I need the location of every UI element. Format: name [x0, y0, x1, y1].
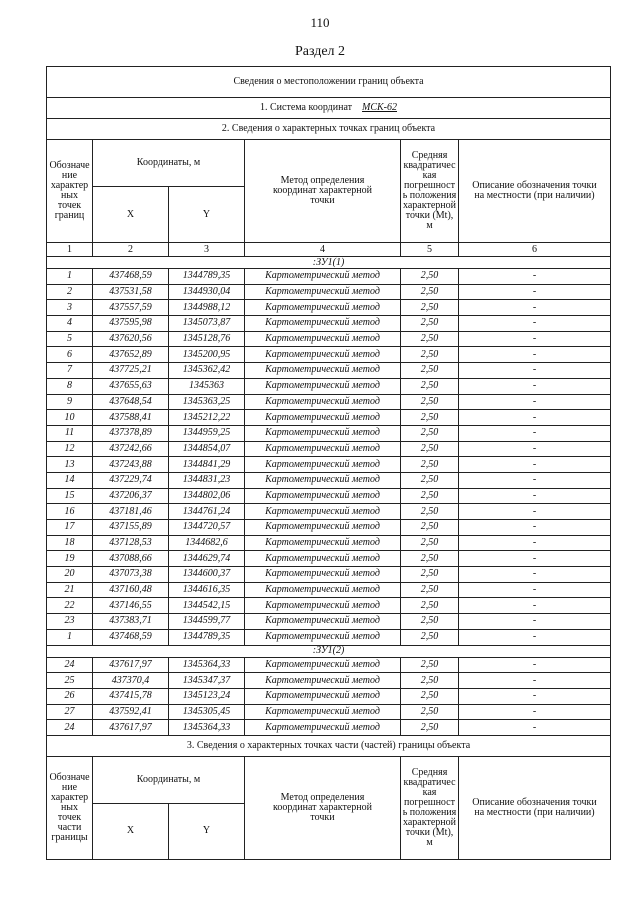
section2-title: 2. Сведения о характерных точках границ объекта: [47, 119, 611, 140]
section3-title-row: [47, 735, 611, 756]
method: Картометрический метод: [245, 614, 401, 630]
method: Картометрический метод: [245, 629, 401, 645]
point-number: 24: [47, 657, 93, 673]
point-number: 22: [47, 598, 93, 614]
coord-x: 437592,41: [93, 704, 169, 720]
coord-y: 1344831,23: [169, 472, 245, 488]
coord-x: 437155,89: [93, 520, 169, 536]
coord-x: 437531,58: [93, 284, 169, 300]
table-row: [47, 598, 611, 614]
description: -: [459, 316, 611, 332]
coord-y: 1345212,22: [169, 410, 245, 426]
point-number: 3: [47, 300, 93, 316]
coord-y: 1344629,74: [169, 551, 245, 567]
coord-y: 1344854,07: [169, 441, 245, 457]
method: Картометрический метод: [245, 425, 401, 441]
description: -: [459, 331, 611, 347]
col-number: 5: [401, 243, 459, 257]
error-value: 2,50: [401, 331, 459, 347]
method-header: Метод определения координат характерной точки: [245, 140, 401, 243]
table-row: [47, 441, 611, 457]
coord-x: 437415,78: [93, 688, 169, 704]
error-value: 2,50: [401, 347, 459, 363]
description: -: [459, 347, 611, 363]
coord-x: 437383,71: [93, 614, 169, 630]
coord-x: 437620,56: [93, 331, 169, 347]
s3-method-header: Метод определения координат характерной точки: [245, 756, 401, 859]
description: -: [459, 284, 611, 300]
error-value: 2,50: [401, 582, 459, 598]
description: -: [459, 363, 611, 379]
description: -: [459, 425, 611, 441]
column-numbers-row: [47, 243, 611, 257]
method: Картометрический метод: [245, 688, 401, 704]
point-number: 18: [47, 535, 93, 551]
error-value: 2,50: [401, 284, 459, 300]
coord-y: 1344802,06: [169, 488, 245, 504]
coord-x: 437648,54: [93, 394, 169, 410]
coord-y: 1344789,35: [169, 269, 245, 285]
coord-y: 1345363: [169, 378, 245, 394]
table-row: [47, 614, 611, 630]
coord-y: 1345073,87: [169, 316, 245, 332]
error-value: 2,50: [401, 394, 459, 410]
coord-system-value: МСК-62: [362, 102, 398, 113]
point-number: 2: [47, 284, 93, 300]
s3-x-header: X: [93, 803, 169, 859]
description: -: [459, 614, 611, 630]
col-number: 2: [93, 243, 169, 257]
description: -: [459, 673, 611, 689]
table-row: [47, 378, 611, 394]
description: -: [459, 688, 611, 704]
coord-y: 1344600,37: [169, 567, 245, 583]
description: -: [459, 410, 611, 426]
method: Картометрический метод: [245, 284, 401, 300]
error-header: Средняя квадратичес кая погрешност ь положения характерной точки (Mt), м: [401, 140, 459, 243]
error-value: 2,50: [401, 410, 459, 426]
coord-y: 1344841,29: [169, 457, 245, 473]
method: Картометрический метод: [245, 363, 401, 379]
point-number: 27: [47, 704, 93, 720]
method: Картометрический метод: [245, 598, 401, 614]
description: -: [459, 520, 611, 536]
description: -: [459, 629, 611, 645]
table-row: [47, 472, 611, 488]
col-number: 4: [245, 243, 401, 257]
description: -: [459, 300, 611, 316]
point-number: 13: [47, 457, 93, 473]
s3-header-row-top: [47, 756, 611, 803]
table-row: [47, 582, 611, 598]
method: Картометрический метод: [245, 347, 401, 363]
point-number: 17: [47, 520, 93, 536]
point-number: 1: [47, 629, 93, 645]
point-number: 21: [47, 582, 93, 598]
description: -: [459, 567, 611, 583]
description: -: [459, 457, 611, 473]
coord-y: 1345363,25: [169, 394, 245, 410]
description: -: [459, 598, 611, 614]
table-row: [47, 688, 611, 704]
coord-x: 437617,97: [93, 657, 169, 673]
table-row: [47, 629, 611, 645]
section-title: Раздел 2: [294, 44, 346, 59]
point-number: 15: [47, 488, 93, 504]
error-value: 2,50: [401, 535, 459, 551]
error-value: 2,50: [401, 614, 459, 630]
description: -: [459, 441, 611, 457]
error-value: 2,50: [401, 520, 459, 536]
point-number: 23: [47, 614, 93, 630]
error-value: 2,50: [401, 425, 459, 441]
table-row: [47, 347, 611, 363]
coord-y: 1344720,57: [169, 520, 245, 536]
method: Картометрический метод: [245, 488, 401, 504]
method: Картометрический метод: [245, 300, 401, 316]
table-row: [47, 410, 611, 426]
description: -: [459, 657, 611, 673]
group-name: :ЗУ1(2): [47, 645, 611, 657]
method: Картометрический метод: [245, 567, 401, 583]
description: -: [459, 535, 611, 551]
point-number: 25: [47, 673, 93, 689]
table-row: [47, 425, 611, 441]
point-number: 9: [47, 394, 93, 410]
coord-x: 437128,53: [93, 535, 169, 551]
error-value: 2,50: [401, 720, 459, 736]
s3-coords-header: Координаты, м: [93, 756, 245, 803]
col-number: 3: [169, 243, 245, 257]
method: Картометрический метод: [245, 331, 401, 347]
col-number: 1: [47, 243, 93, 257]
point-number: 19: [47, 551, 93, 567]
point-number: 26: [47, 688, 93, 704]
description: -: [459, 378, 611, 394]
coord-x: 437242,66: [93, 441, 169, 457]
description: -: [459, 472, 611, 488]
table-row: [47, 363, 611, 379]
error-value: 2,50: [401, 472, 459, 488]
description: -: [459, 394, 611, 410]
error-value: 2,50: [401, 673, 459, 689]
coord-y: 1344542,15: [169, 598, 245, 614]
coord-x: 437370,4: [93, 673, 169, 689]
error-value: 2,50: [401, 704, 459, 720]
coord-x: 437146,55: [93, 598, 169, 614]
coord-x: 437073,38: [93, 567, 169, 583]
table-row: [47, 300, 611, 316]
group-header-row: [47, 645, 611, 657]
error-value: 2,50: [401, 567, 459, 583]
table-title: Сведения о местоположении границ объекта: [47, 67, 611, 98]
point-number: 10: [47, 410, 93, 426]
point-header: Обозначе ние характер ных точек границ: [47, 140, 93, 243]
table-row: [47, 720, 611, 736]
table-row: [47, 284, 611, 300]
error-value: 2,50: [401, 688, 459, 704]
coord-x: 437243,88: [93, 457, 169, 473]
coord-x: 437557,59: [93, 300, 169, 316]
error-value: 2,50: [401, 598, 459, 614]
method: Картометрический метод: [245, 673, 401, 689]
point-number: 12: [47, 441, 93, 457]
section3-title: 3. Сведения о характерных точках части (частей) границы объекта: [47, 735, 611, 756]
table-row: [47, 316, 611, 332]
header-row-top: [47, 140, 611, 187]
point-number: 8: [47, 378, 93, 394]
method: Картометрический метод: [245, 378, 401, 394]
table-row: [47, 704, 611, 720]
error-value: 2,50: [401, 300, 459, 316]
method: Картометрический метод: [245, 520, 401, 536]
page-number: 110: [310, 15, 330, 30]
coords-header: Координаты, м: [93, 140, 245, 187]
coord-y: 1344988,12: [169, 300, 245, 316]
coord-y: 1344761,24: [169, 504, 245, 520]
coord-x: 437588,41: [93, 410, 169, 426]
table-row: [47, 457, 611, 473]
coord-x: 437088,66: [93, 551, 169, 567]
coord-x: 437378,89: [93, 425, 169, 441]
table-row: [47, 331, 611, 347]
coord-x: 437468,59: [93, 629, 169, 645]
error-value: 2,50: [401, 551, 459, 567]
table-row: [47, 673, 611, 689]
table-row: [47, 269, 611, 285]
method: Картометрический метод: [245, 441, 401, 457]
coord-system-label: 1. Система координат: [260, 102, 353, 113]
coord-x: 437229,74: [93, 472, 169, 488]
table-row: [47, 551, 611, 567]
coord-y: 1345200,95: [169, 347, 245, 363]
point-number: 24: [47, 720, 93, 736]
coord-x: 437617,97: [93, 720, 169, 736]
coord-y: 1344616,35: [169, 582, 245, 598]
error-value: 2,50: [401, 269, 459, 285]
y-header: Y: [169, 187, 245, 243]
coord-x: 437206,37: [93, 488, 169, 504]
description: -: [459, 551, 611, 567]
s3-point-header: Обозначе ние характер ных точек части границы: [47, 756, 93, 859]
method: Картометрический метод: [245, 551, 401, 567]
coord-x: 437468,59: [93, 269, 169, 285]
point-number: 7: [47, 363, 93, 379]
coord-x: 437160,48: [93, 582, 169, 598]
error-value: 2,50: [401, 363, 459, 379]
error-value: 2,50: [401, 441, 459, 457]
table-row: [47, 535, 611, 551]
description: -: [459, 720, 611, 736]
table-row: [47, 657, 611, 673]
method: Картометрический метод: [245, 535, 401, 551]
x-header: X: [93, 187, 169, 243]
coord-y: 1345362,42: [169, 363, 245, 379]
coord-x: 437655,63: [93, 378, 169, 394]
table-row: [47, 504, 611, 520]
col-number: 6: [459, 243, 611, 257]
method: Картометрический метод: [245, 457, 401, 473]
description-header: Описание обозначения точки на местности (при наличии): [459, 140, 611, 243]
method: Картометрический метод: [245, 704, 401, 720]
method: Картометрический метод: [245, 316, 401, 332]
boundary-table: [46, 66, 611, 860]
table-row: [47, 394, 611, 410]
point-number: 14: [47, 472, 93, 488]
error-value: 2,50: [401, 378, 459, 394]
point-number: 1: [47, 269, 93, 285]
method: Картометрический метод: [245, 504, 401, 520]
coord-y: 1345364,33: [169, 657, 245, 673]
coord-y: 1344930,04: [169, 284, 245, 300]
method: Картометрический метод: [245, 582, 401, 598]
point-number: 4: [47, 316, 93, 332]
error-value: 2,50: [401, 457, 459, 473]
s3-description-header: Описание обозначения точки на местности (при наличии): [459, 756, 611, 859]
s3-y-header: Y: [169, 803, 245, 859]
table-title-row: [47, 67, 611, 98]
coord-x: 437652,89: [93, 347, 169, 363]
error-value: 2,50: [401, 488, 459, 504]
coord-system-row: [47, 98, 611, 119]
method: Картометрический метод: [245, 720, 401, 736]
point-number: 6: [47, 347, 93, 363]
group-name: :ЗУ1(1): [47, 257, 611, 269]
coord-y: 1344599,77: [169, 614, 245, 630]
group-header-row: [47, 257, 611, 269]
point-number: 11: [47, 425, 93, 441]
description: -: [459, 488, 611, 504]
description: -: [459, 269, 611, 285]
method: Картометрический метод: [245, 657, 401, 673]
method: Картометрический метод: [245, 410, 401, 426]
error-value: 2,50: [401, 629, 459, 645]
coord-y: 1345347,37: [169, 673, 245, 689]
method: Картометрический метод: [245, 394, 401, 410]
table-row: [47, 567, 611, 583]
method: Картометрический метод: [245, 269, 401, 285]
coord-y: 1345364,33: [169, 720, 245, 736]
coord-y: 1345123,24: [169, 688, 245, 704]
point-number: 16: [47, 504, 93, 520]
description: -: [459, 582, 611, 598]
coord-x: 437725,21: [93, 363, 169, 379]
coord-y: 1344682,6: [169, 535, 245, 551]
coord-y: 1344959,25: [169, 425, 245, 441]
table-row: [47, 488, 611, 504]
error-value: 2,50: [401, 657, 459, 673]
description: -: [459, 704, 611, 720]
point-number: 20: [47, 567, 93, 583]
point-number: 5: [47, 331, 93, 347]
method: Картометрический метод: [245, 472, 401, 488]
section2-title-row: [47, 119, 611, 140]
coord-y: 1345305,45: [169, 704, 245, 720]
table-row: [47, 520, 611, 536]
s3-error-header: Средняя квадратичес кая погрешност ь положения характерной точки (Mt), м: [401, 756, 459, 859]
description: -: [459, 504, 611, 520]
error-value: 2,50: [401, 504, 459, 520]
coord-y: 1344789,35: [169, 629, 245, 645]
coord-x: 437595,98: [93, 316, 169, 332]
coord-y: 1345128,76: [169, 331, 245, 347]
error-value: 2,50: [401, 316, 459, 332]
coord-x: 437181,46: [93, 504, 169, 520]
